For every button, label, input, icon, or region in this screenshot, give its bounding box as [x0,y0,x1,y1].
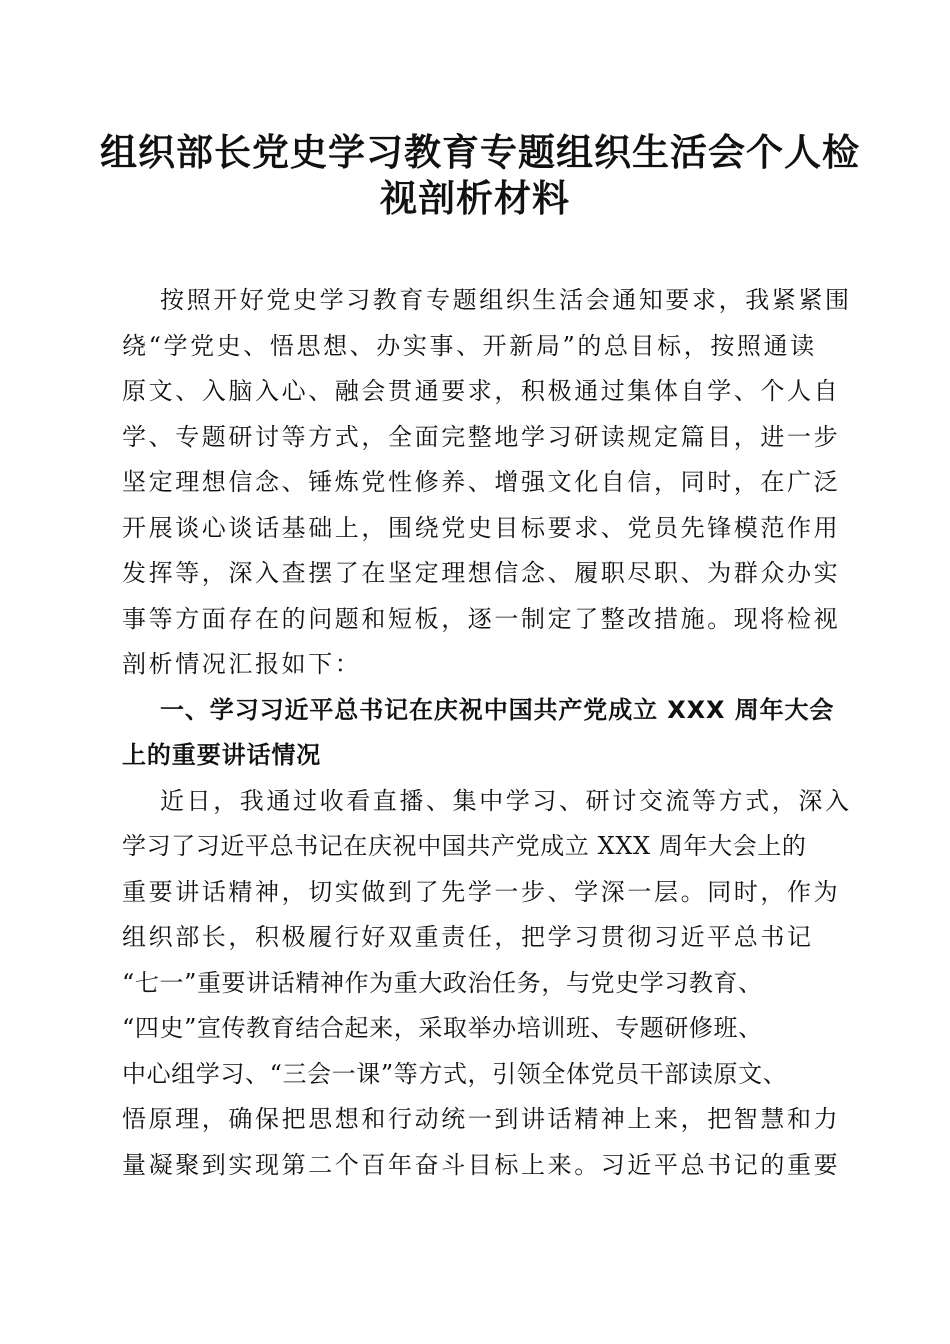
intro-line-3: 原文、入脑入心、融会贯通要求，积极通过集体自学、个人自 [122,377,841,405]
section-1-body-line-9: 量凝聚到实现第二个百年奋斗目标上来。习近平总书记的重要 [122,1150,841,1179]
section-1-body-line-1: 近日，我通过收看直播、集中学习、研讨交流等方式，深入 [160,786,852,815]
section-1-body-line-2: 学习了习近平总书记在庆祝中国共产党成立 XXX 周年大会上的 [122,832,807,860]
section-1-heading-line-2: 上的重要讲话情况 [122,741,322,769]
section-1-body-line-8: 悟原理，确保把思想和行动统一到讲话精神上来，把智慧和力 [122,1105,841,1133]
intro-line-2: 绕“学党史、悟思想、办实事、开新局”的总目标，按照通读 [122,331,817,360]
section-1-body-line-4: 组织部长，积极履行好双重责任，把学习贯彻习近平总书记 [122,923,814,951]
section-1-body-line-5: “七一”重要讲话精神作为重大政治任务，与党史学习教育、 [122,968,763,997]
document-body [122,278,852,1188]
section-1-heading-line-1: 一、学习习近平总书记在庆祝中国共产党成立 XXX 周年大会 [160,695,835,724]
section-1-body-line-7: 中心组学习、“三会一课”等方式，引领全体党员干部读原文、 [122,1059,788,1088]
intro-line-5: 坚定理想信念、锤炼党性修养、增强文化自信，同时，在广泛 [122,468,841,496]
section-1-body-line-6: “四史”宣传教育结合起来，采取举办培训班、专题研修班、 [122,1014,763,1042]
title-line-2: 视剖析材料 [380,177,570,220]
intro-line-9: 剖析情况汇报如下： [122,650,362,678]
intro-line-8: 事等方面存在的问题和短板，逐一制定了整改措施。现将检视 [122,604,841,633]
document-title [100,130,860,222]
section-1-body-line-3: 重要讲话精神，切实做到了先学一步、学深一层。同时，作为 [122,877,841,906]
intro-line-7: 发挥等，深入查摆了在坚定理想信念、履职尽职、为群众办实 [122,559,841,587]
intro-line-4: 学、专题研讨等方式，全面完整地学习研读规定篇目，进一步 [122,422,841,451]
intro-line-1: 按照开好党史学习教育专题组织生活会通知要求，我紧紧围 [160,286,852,314]
intro-line-6: 开展谈心谈话基础上，围绕党史目标要求、党员先锋模范作用 [122,513,841,542]
title-line-1: 组织部长党史学习教育专题组织生活会个人检 [100,131,860,174]
